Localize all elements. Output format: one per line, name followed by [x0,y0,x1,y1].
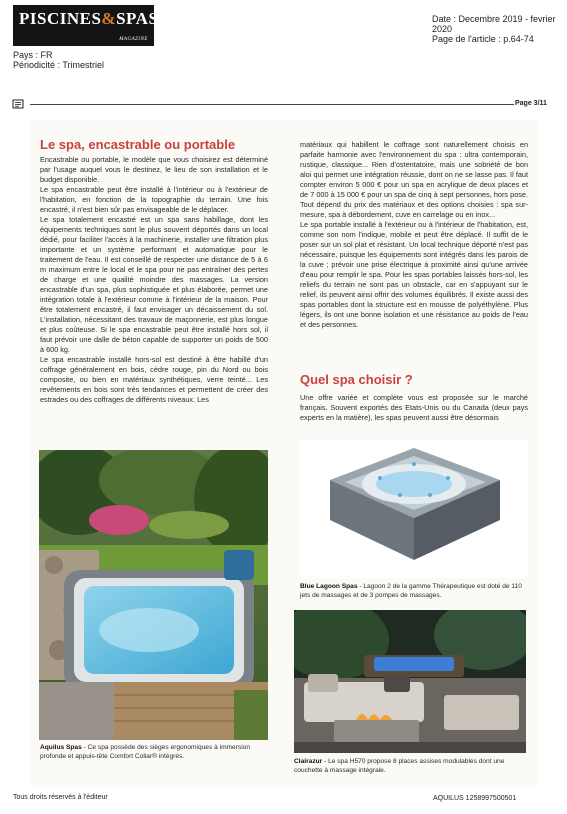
country: Pays : FR [13,50,53,60]
section-heading-encastrable: Le spa, encastrable ou portable [40,137,236,152]
article-paragraph: matériaux qui habillent le coffrage sont naturellement choisis en parfaite harmonie avec l'environnement du spa : ultra contemporain, rustique, classique... Rien d'ostentatoire, mais une sobriété de bon aloi qui permet une intégration réussie, dont on ne se lasse pas. Il faut compter environ 5 000 € pour un spa en acrylique de deux places et de 7 000 à 15 000 € pour un spa de cinq à sept personnes, hors pose. Tout dépend du prix des matériaux et des options choisies : spa sur-mesure, spa à débordement, cuve en carrelage ou en inox... [300,140,528,219]
photo-aquilus-spa [39,450,268,740]
photo-clairazur-spa [294,610,526,753]
caption-blue-lagoon [300,583,528,600]
article-paragraph: Une offre variée et complète vous est proposée sur le marché français. Souvent exportés des Etats-Unis ou du Canada (deux pays experts en la matière), les spas peuvent aussi être désormais [300,393,528,422]
logo-word-spas: SPAS [116,9,159,28]
caption-brand: Blue Lagoon Spas [300,583,358,590]
caption-aquilus [40,744,270,761]
article-column-right [300,140,528,330]
logo-title [19,8,159,30]
caption-text: - Lagoon 2 de la gamme Thérapeutique est doté de 110 jets de massages et de 3 pompes de massages. [300,583,522,599]
logo-word-piscines: PISCINES [19,9,102,28]
periodicity: Périodicité : Trimestriel [13,60,105,70]
article-paragraph: Le spa totalement encastré est un spa sans habillage, dont les équipements techniques sont le plus souvent déportés dans un local dédié, pour faciliter l'accès à la machinerie, installer une filtration plus importante et un système performant et automatique pour le traitement de l'eau. Il est conseillé de respecter une distance de 5 à 6 m maximum entre le local et le spa pour ne pas entraîner des pertes de charge et une qualité moindre des massages. La version encastrable d'un spa, plus sophistiquée et plus élaborée, permet une intégration totale à l'extérieur comme à l'intérieur de la maison. Pour être totalement encastré, il faut envisager un décaissement du sol. L'installation, nécessitant des travaux de maçonnerie, est plus longue et plus coûteuse. Si le spa encastrable peut être installé hors sol, il faut prévoir une dalle de béton capable de supporter un poids de 500 à 600 kg. [40,215,268,354]
article-paragraph: Le spa encastrable installé hors-sol est destiné à être habillé d'un coffrage généralement en bois, cèdre rouge, pin du Nord ou bois composite, ou bien en matériaux synthétiques, verre teinté... Les revêtements en bois sont très tendances et permettent de créer des estrades ou des coffrages de différents niveaux. Les [40,355,268,404]
document-reference: AQUILUS 1258997500501 [433,795,517,802]
photo-blue-lagoon-spa [300,440,528,578]
caption-clairazur [294,758,526,775]
caption-text: - Ce spa possède des sièges ergonomiques à immersion profonde et appuis-tête Comfort Collar® intégrés. [40,744,251,760]
page-number: Page 3/11 [515,100,547,107]
header-divider [30,104,514,105]
copyright-notice: Tous droits réservés à l'éditeur [13,794,108,801]
printed-page-icon [12,99,24,112]
article-page-ref: Page de l'article : p.64-74 [432,34,534,44]
logo-ampersand: & [101,9,117,28]
caption-brand: Aquilus Spas [40,744,82,751]
magazine-logo [13,5,159,46]
article-paragraph: Le spa portable installé à l'extérieur ou à l'intérieur de l'habitation, est, comme son nom l'indique, mobile et peut être déplacé. Il suffit de le poser sur un sol plat et résistant. Un local technique déporté n'est pas nécessaire, puisque les équipements sont intégrés dans les parois de la cuve ; prévoir une prise électrique à proximité ainsi qu'une arrivée d'eau pour remplir le spa. Pour les spas portables laissés hors-sol, les reliefs du terrain ne sont pas un obstacle, car en s'appuyant sur le relief, ils peuvent ainsi offrir des volumes équilibrés. Il existe aussi des spas portables dont la structure est en mousse de polyéthylène. Plus légers, ils ont une bonne isolation et une résistance au poids de l'eau et des personnes. [300,220,528,329]
caption-brand: Clairazur [294,758,323,765]
caption-text: - Le spa H570 propose 8 places assises modulables dont une couchette à massage intégrale. [294,758,505,774]
article-column-left [40,155,268,405]
article-meta [432,14,557,44]
article-paragraph: Le spa encastrable peut être installé à l'intérieur ou à l'extérieur de l'habitation, en fonction de la topographie du terrain. Une fois encastré, il n'est bien sûr pas envisageable de le déplacer. [40,185,268,214]
article-column-right-continued [300,393,528,423]
section-heading-quel-spa: Quel spa choisir ? [300,372,413,387]
logo-subtitle: MAGAZINE [119,37,148,42]
publication-date: Date : Decembre 2019 - fevrier 2020 [432,14,556,34]
article-paragraph: Encastrable ou portable, le modèle que vous choisirez est déterminé par l'usage auquel vous le destinez, le lieu de son installation et le budget disponible. [40,155,268,184]
publication-meta [13,50,104,70]
